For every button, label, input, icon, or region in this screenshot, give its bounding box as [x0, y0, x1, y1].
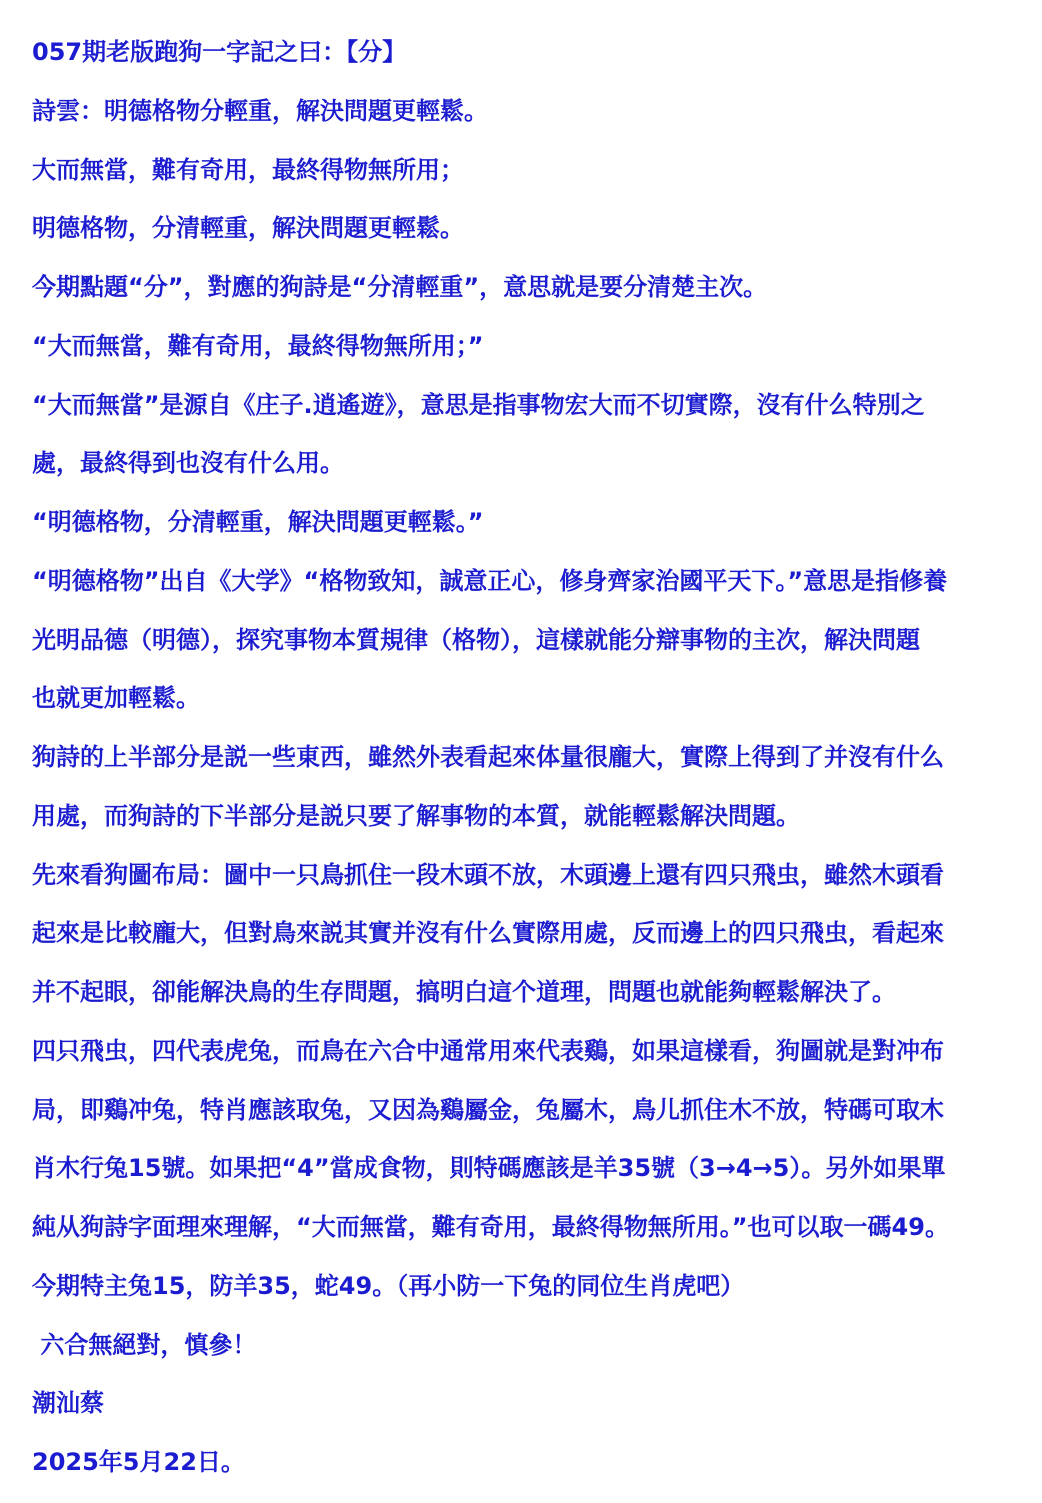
- text-line: 潮汕蔡: [32, 1389, 104, 1418]
- text-line: 大而無當，難有奇用，最終得物無所用；: [32, 155, 464, 184]
- text-line: “大而無當”是源自《庄子.逍遙遊》，意思是指事物宏大而不切實際，沒有什么特別之: [32, 390, 925, 419]
- text-line: 也就更加輕鬆。: [32, 684, 200, 713]
- text-line: 局，即鷄冲兔，特肖應該取兔，又因為鷄屬金，兔屬木，鳥儿抓住木不放，特碼可取木: [32, 1095, 944, 1124]
- text-line: 并不起眼，卻能解決鳥的生存問題，搞明白這个道理，問題也就能夠輕鬆解決了。: [32, 978, 896, 1006]
- text-line: “明德格物，分清輕重，解決問題更輕鬆。”: [32, 508, 484, 536]
- text-line: 2025年5月22日。: [32, 1448, 245, 1476]
- text-line: “大而無當，難有奇用，最終得物無所用；”: [32, 331, 484, 360]
- text-line: “明德格物”出自《大学》“格物致知，誠意正心，修身齊家治國平天下。”意思是指修養: [32, 566, 948, 595]
- text-line: 處，最終得到也沒有什么用。: [32, 449, 344, 478]
- text-line: 用處，而狗詩的下半部分是説只要了解事物的本質，就能輕鬆解決問題。: [32, 801, 800, 830]
- text-line: 肖木行兔15號。如果把“4”當成食物，則特碼應該是羊35號（3→4→5）。另外如果單: [32, 1154, 946, 1183]
- text-line: 四只飛虫，四代表虎兔，而鳥在六合中通常用來代表鷄，如果這樣看，狗圖就是對冲布: [32, 1036, 944, 1065]
- text-line: 六合無絕對，慎參！: [32, 1330, 257, 1359]
- text-line: 詩雲：明德格物分輕重，解決問題更輕鬆。: [32, 96, 488, 125]
- text-line: 狗詩的上半部分是説一些東西，雖然外表看起來体量很龐大，實際上得到了并沒有什么: [32, 743, 944, 771]
- text-line: 光明品德（明德），探究事物本質規律（格物），這樣就能分辯事物的主次，解決問題: [32, 625, 920, 654]
- text-line: 明德格物，分清輕重，解決問題更輕鬆。: [32, 214, 464, 243]
- text-line: 先來看狗圖布局：圖中一只鳥抓住一段木頭不放，木頭邊上還有四只飛虫，雖然木頭看: [32, 860, 944, 889]
- article-title: 057期老版跑狗一字記之曰：【分】: [32, 38, 407, 66]
- article-body: [32, 34, 1032, 1503]
- text-line: 起來是比較龐大，但對鳥來説其實并沒有什么實際用處，反而邊上的四只飛虫，看起來: [32, 919, 944, 948]
- text-line: 純从狗詩字面理來理解，“大而無當，難有奇用，最終得物無所用。”也可以取一碼49。: [32, 1213, 949, 1241]
- text-line: 今期點題“分”，對應的狗詩是“分清輕重”，意思就是要分清楚主次。: [32, 273, 768, 301]
- text-line: 今期特主兔15，防羊35，蛇49。（再小防一下兔的同位生肖虎吧）: [32, 1271, 745, 1300]
